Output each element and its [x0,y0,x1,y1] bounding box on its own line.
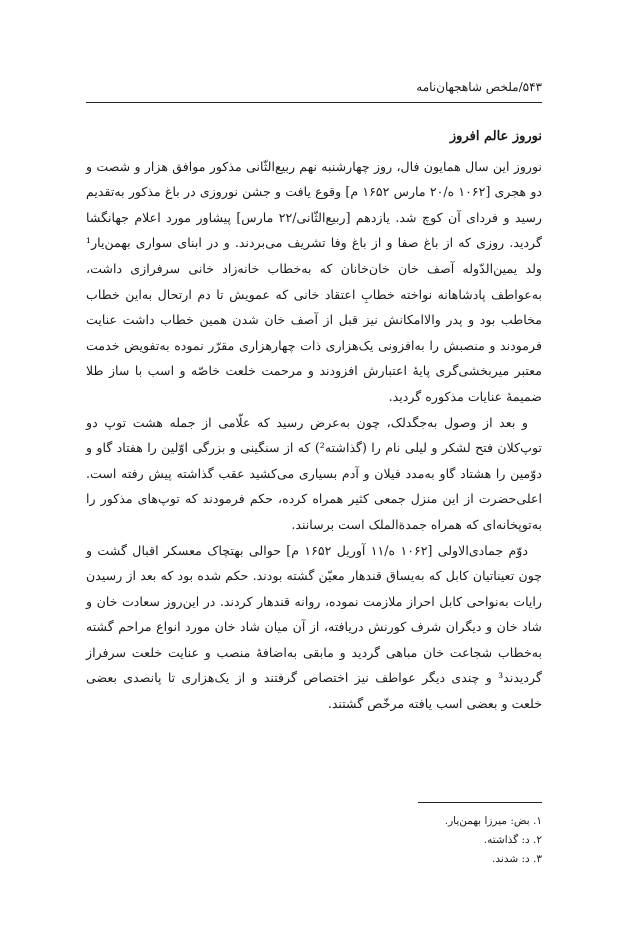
section-title: نوروز عالم افروز [449,129,542,144]
footnote-1: ۱. بض: میرزا بهمن‌یار. [444,815,542,827]
paragraph-1: نوروز این سال همایون فال، روز چهارشنبه نهم ربیع‌الثّانی مذکور موافق هزار و شصت و دو هجری [۱۰۶۲ ه/۲۰ مارس ۱۶۵۲ م] وقوع یافت و جشن نوروزی در باغ مذکور به‌تقدیم رسید و فردای آن کوچ شد. یازدهم [ربیع‌الثّانی/۲۲ مارس] پیشاور مورد اعلام جهانگشا گردید. روزی که از باغ صفا و از باغ وفا تشریف می‌بردند. و در ابنای سواری بهمن‌یار¹ ولد یمین‌الدّوله آصف خان خان‌خانان که به‌خطاب خانه‌زاد خانی سرفرازی داشت، به‌عواطف پادشاهانه نواخته خطابِ اعتقاد خانی که عمویش تا دم ارتحال به‌این خطاب مخاطب بود و پدر والاامکانش نیز قبل از آصف خان شدن همین خطاب داشت عنایت فرمودند و منصبش را به‌افزونی یک‌هزاری ذات چهارهزاری مقرّر نموده به‌تفویض خدمت معتبر میربخشی‌گری پایهٔ اعتبارش افزودند و مرحمت خلعت خاصّه و اسب با ساز طلا ضمیمهٔ عنایات مذکوره گردید. [86,158,543,404]
main-content [86,124,542,717]
header-divider [86,102,542,103]
paragraph-3: دوّم جمادی‌الاولی [۱۰۶۲ ه/۱۱ آوریل ۱۶۵۲ م] حوالی بهتچاک معسکر اقبال گشت و چون تعیناتیان کابل که به‌یساق قندهار معیّن گشته بودند. حکم شده بود که بعد از رسیدن رایات به‌نواحی کابل احراز ملازمت نموده، روانه قندهار کردند. در این‌روز سعادت خان و شاد خان و دیگران شرف کورنش دریافته، از آن میان شاد خان مورد انواع مراحم گشته به‌خطاب شجاعت خان مباهی گردید و مابقی به‌اضافهٔ منصب و عنایت خلعت سرفراز گردیدند³ و چندی دیگر عواطف نیز اختصاص گرفتند و از یک‌هزاری تا پانصدی بعضی خلعت و بعضی اسب یافته مرخّص گشتند. [86,542,542,712]
paragraph-2: و بعد از وصول به‌جگدلک، چون به‌عرض رسید که علّامی از جمله هشت توپ دو توپ‌کلان فتح لشکر و لیلی نام را (گذاشته²) که از سنگینی و بزرگی اوّلین را هفتاد گاو و دوّمین را هشتاد گاو به‌مدد فیلان و آدم بسیاری می‌کشید عقب گذاشته پیش رفته است. اعلی‌حضرت از این منزل جمعی کثیر همراه کرده، حکم فرمودند که توپ‌های مذکور را به‌توپخانه‌ای که همراه جمدةالملک است برسانند. [86,414,542,532]
running-header: ۵۴۳/ملخص شاهجهان‌نامه [416,80,542,94]
footnote-2: ۲. د: گذاشته. [483,834,542,846]
footnotes [242,812,542,869]
footnote-3: ۳. د: شدند. [492,853,542,865]
footnote-divider [418,802,542,803]
